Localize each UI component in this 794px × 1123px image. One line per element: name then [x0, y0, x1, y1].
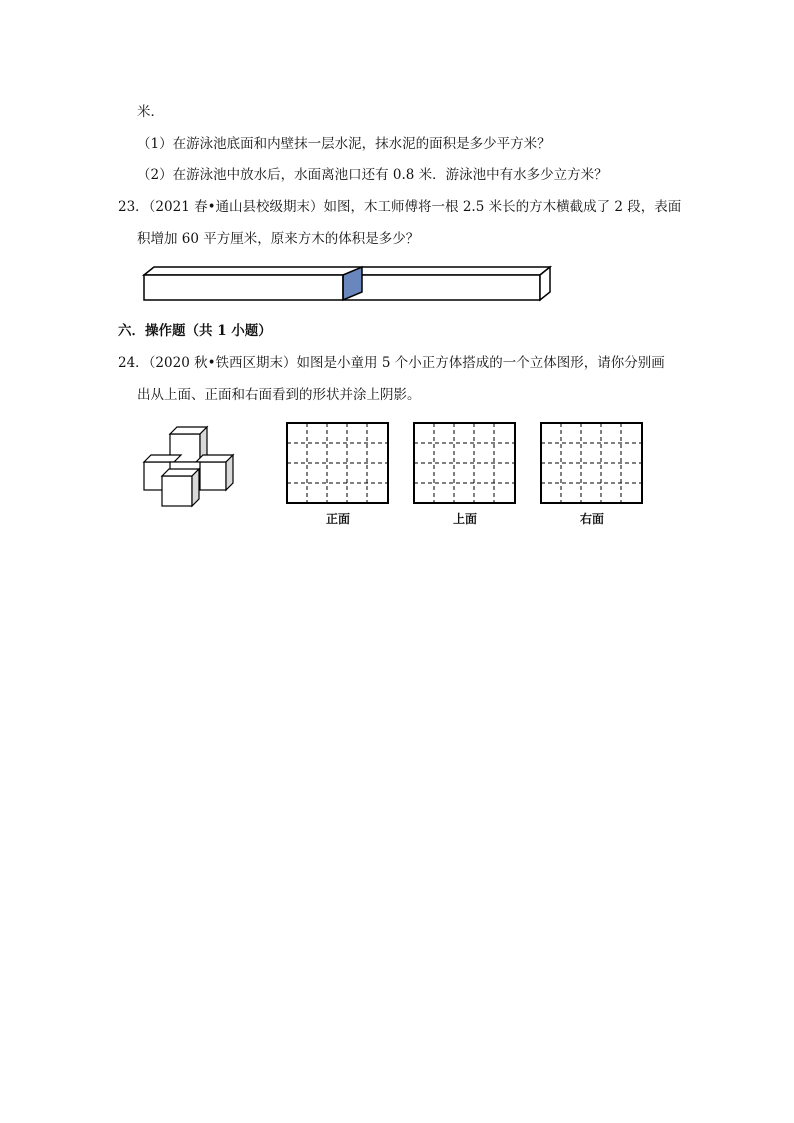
- q24-line1: 24．（2020 秋•铁西区期末）如图是小童用 5 个小正方体搭成的一个立体图形，请你分别画: [118, 355, 665, 371]
- q23-line2: 积增加 60 平方厘米，原来方木的体积是多少？: [137, 231, 420, 247]
- wooden-beam-figure: [140, 262, 556, 304]
- grid-top-label: 上面: [452, 512, 477, 526]
- q22-sub2: （2）在游泳池中放水后，水面离池口还有 0.8 米．游泳池中有水多少立方米？: [137, 167, 608, 183]
- cube-stack-figure: [140, 424, 240, 510]
- grid-right[interactable]: [540, 422, 644, 506]
- q22-sub1: （1）在游泳池底面和内壁抹一层水泥，抹水泥的面积是多少平方米？: [137, 136, 551, 152]
- q24-line2: 出从上面、正面和右面看到的形状并涂上阴影。: [137, 387, 421, 403]
- cube-front: [162, 469, 199, 506]
- q22-continuation: 米．: [137, 104, 164, 120]
- grid-front[interactable]: [286, 422, 390, 506]
- grid-right-label: 右面: [579, 512, 604, 526]
- grid-front-label: 正面: [325, 512, 350, 526]
- beam-front-face: [144, 275, 540, 300]
- grid-top[interactable]: [413, 422, 517, 506]
- section-6-title: 六．操作题（共 1 小题）: [118, 323, 272, 339]
- q23-line1: 23．（2021 春•通山县校级期末）如图，木工师傅将一根 2.5 米长的方木横截成了 2 段，表面: [118, 199, 682, 215]
- cube-right: [196, 455, 233, 490]
